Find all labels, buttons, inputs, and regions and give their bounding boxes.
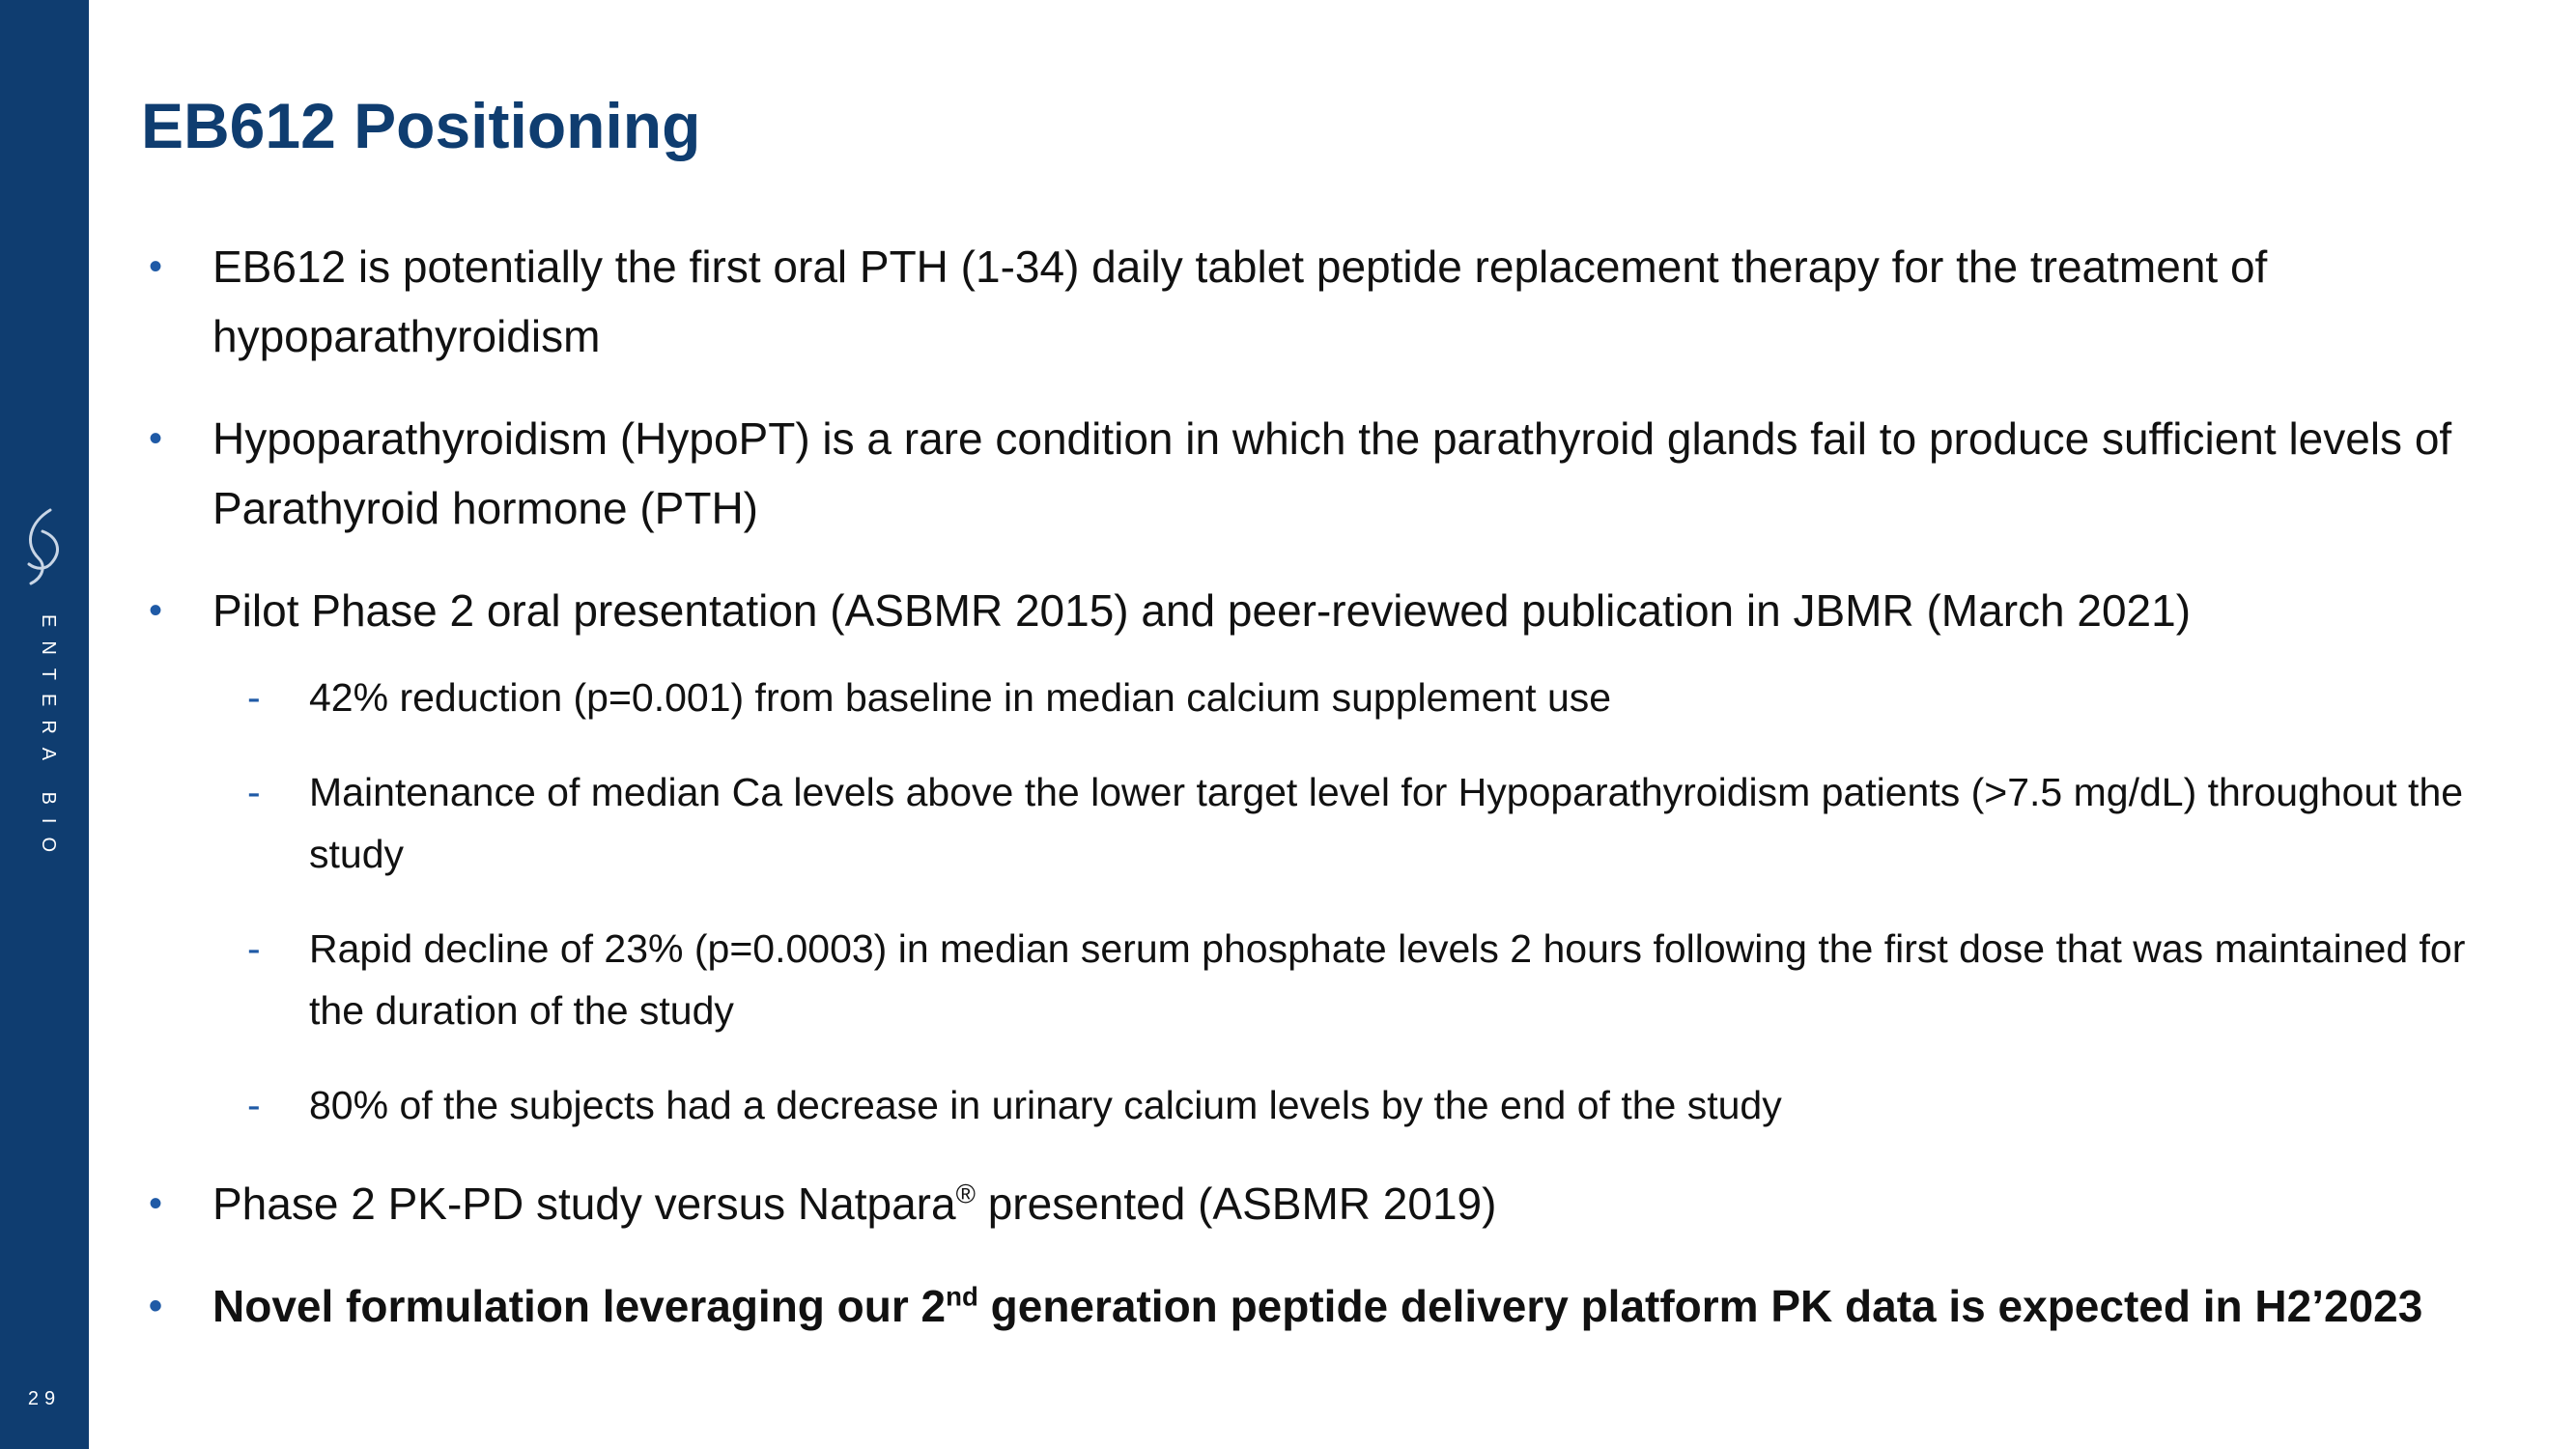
bullet-marker: • bbox=[149, 417, 163, 460]
bullet-item bbox=[145, 576, 2502, 645]
sub-bullet-marker: - bbox=[247, 1083, 261, 1127]
registered-mark: ® bbox=[955, 1179, 976, 1209]
slide-content bbox=[145, 232, 2502, 1374]
bullet-text-after: generation peptide delivery platform PK data is expected in H2’2023 bbox=[977, 1281, 2423, 1331]
bullet-text: Pilot Phase 2 oral presentation (ASBMR 2015) and peer-reviewed publication in JBMR (March 2021) bbox=[212, 585, 2192, 636]
bullet-text-before: Phase 2 PK-PD study versus Natpara bbox=[212, 1179, 956, 1229]
sub-bullet-text: Maintenance of median Ca levels above the lower target level for Hypoparathyroidism patients (>7.5 mg/dL) throughout the study bbox=[309, 770, 2464, 876]
bullet-marker: • bbox=[149, 1285, 163, 1327]
bullet-text: EB612 is potentially the first oral PTH (1-34) daily tablet peptide replacement therapy for the treatment of hypoparathyroidism bbox=[212, 242, 2268, 361]
bullet-item bbox=[145, 404, 2502, 543]
sidebar-band bbox=[0, 0, 89, 1449]
ordinal-suffix: nd bbox=[946, 1281, 978, 1312]
sub-bullet-item bbox=[145, 761, 2502, 885]
sub-bullet-item bbox=[145, 1074, 2502, 1136]
sub-bullet-item bbox=[145, 918, 2502, 1041]
sub-bullet-marker: - bbox=[247, 926, 261, 971]
sub-bullet-marker: - bbox=[247, 675, 261, 720]
sub-bullet-text: 42% reduction (p=0.001) from baseline in median calcium supplement use bbox=[309, 675, 1612, 720]
sub-bullet-item bbox=[145, 667, 2502, 728]
bullet-text-after: presented (ASBMR 2019) bbox=[975, 1179, 1497, 1229]
sub-bullet-list bbox=[145, 667, 2502, 1136]
bullet-item-highlight bbox=[145, 1271, 2502, 1341]
page-number: 29 bbox=[27, 1388, 62, 1409]
brand-text-label: ENTERA BIO bbox=[38, 614, 59, 867]
bullet-text: Hypoparathyroidism (HypoPT) is a rare condition in which the parathyroid glands fail to produce sufficient levels of Parathyroid hormone (PTH) bbox=[212, 413, 2452, 533]
sub-bullet-marker: - bbox=[247, 770, 261, 814]
bullet-item bbox=[145, 1169, 2502, 1238]
bullet-marker: • bbox=[149, 589, 163, 632]
entera-bio-logo-icon bbox=[14, 502, 71, 589]
sub-bullet-text: Rapid decline of 23% (p=0.0003) in median serum phosphate levels 2 hours following the first dose that was maintained for the duration of the study bbox=[309, 926, 2466, 1033]
brand-text bbox=[29, 614, 58, 866]
bullet-item bbox=[145, 232, 2502, 371]
bullet-text-before: Novel formulation leveraging our 2 bbox=[212, 1281, 947, 1331]
sub-bullet-text: 80% of the subjects had a decrease in urinary calcium levels by the end of the study bbox=[309, 1083, 1782, 1127]
bullet-marker: • bbox=[149, 1182, 163, 1225]
bullet-marker: • bbox=[149, 245, 163, 288]
page-title: EB612 Positioning bbox=[141, 90, 701, 161]
